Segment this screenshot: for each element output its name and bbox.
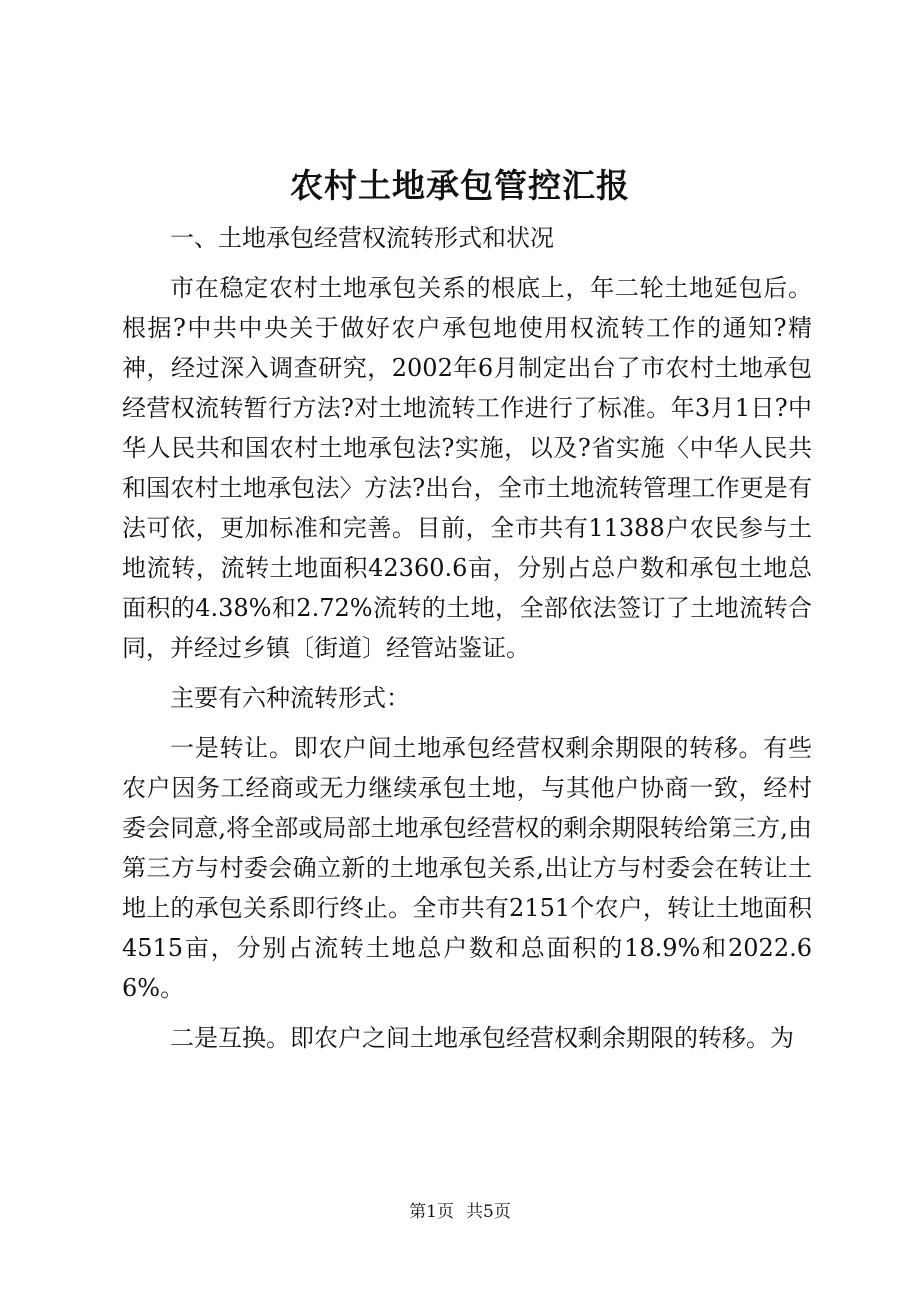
page-total: 共5页	[466, 1202, 511, 1222]
page-footer	[0, 1198, 920, 1226]
paragraph-exchange: 二是互换。即农户之间土地承包经营权剩余期限的转移。为	[170, 1024, 794, 1052]
paragraph-transfer: 一是转让。即农户间土地承包经营权剩余期限的转移。有些农户因务工经商或无力继续承包土地，与其他户协商一致，经村委会同意,将全部或局部土地承包经营权的剩余期限转给第三方,由第三方与村委会确立新的土地承包关系,出让方与村委会在转让土地上的承包关系即行终止。全市共有2151个农户，转让土地面积4515亩，分别占流转土地总户数和总面积的18.9%和2022.66%。	[122, 734, 812, 1002]
paragraph-forms-intro: 主要有六种流转形式：	[170, 684, 410, 712]
page-title: 农村土地承包管控汇报	[290, 166, 630, 205]
section-heading: 一、土地承包经营权流转形式和状况	[170, 224, 554, 252]
paragraph-overview: 市在稳定农村土地承包关系的根底上，年二轮土地延包后。根据?中共中央关于做好农户承包地使用权流转工作的通知?精神，经过深入调查研究，2002年6月制定出台了市农村土地承包经营权流转暂行方法?对土地流转工作进行了标准。年3月1日?中华人民共和国农村土地承包法?实施，以及?省实施〈中华人民共和国农村土地承包法〉方法?出台，全市土地流转管理工作更是有法可依，更加标准和完善。目前，全市共有11388户农民参与土地流转，流转土地面积42360.6亩，分别占总户数和承包土地总面积的4.38%和2.72%流转的土地，全部依法签订了土地流转合同，并经过乡镇〔街道〕经管站鉴证。	[122, 274, 812, 662]
page-number: 第1页	[409, 1202, 454, 1222]
document-body	[122, 218, 812, 1068]
